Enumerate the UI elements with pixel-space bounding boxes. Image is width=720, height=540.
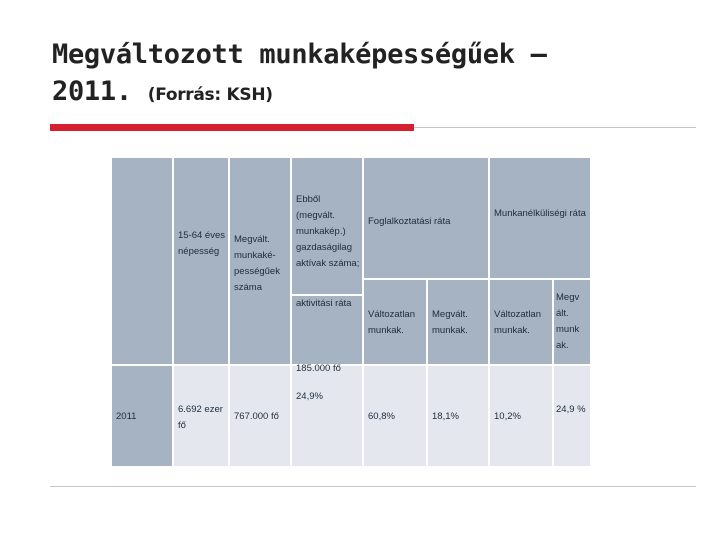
header-employment-rate-cell (364, 158, 488, 278)
title-source: (Forrás: KSH) (147, 85, 273, 105)
header-unemp-unchanged-cell (490, 280, 552, 364)
row-year-cell (112, 366, 172, 466)
row-active-cell (292, 366, 362, 466)
row-active-count: 185.000 fő (296, 363, 341, 374)
row-unemp-unchanged-cell (490, 366, 552, 466)
header-population-cell (174, 158, 228, 364)
header-emp-changed-cell (428, 280, 488, 364)
header-of-which-cell (292, 158, 362, 294)
title-line-2 (52, 73, 692, 114)
row-activity-rate: 24,9% (296, 391, 323, 402)
data-table (110, 156, 592, 468)
header-unemployment-rate-cell (490, 158, 590, 278)
row-emp-unchanged: 60,8% (368, 411, 395, 422)
header-year-cell (112, 158, 172, 364)
header-unemp-changed-cell (554, 280, 590, 364)
header-disabled-count-cell (230, 158, 290, 364)
row-emp-changed-cell (428, 366, 488, 466)
header-emp-changed: Megvált. munkak. (432, 309, 468, 336)
row-unemp-changed: 24,9 % (556, 404, 586, 415)
header-of-which: Ebből (megvált. munkakép.) gazdaságilag aktívak száma; (296, 194, 360, 269)
row-emp-changed: 18,1% (432, 411, 459, 422)
row-disabled-count: 767.000 fő (234, 411, 279, 422)
header-population: 15-64 éves népesség (178, 230, 226, 257)
row-emp-unchanged-cell (364, 366, 426, 466)
header-emp-unchanged: Változatlan munkak. (368, 309, 416, 336)
header-activity-rate: aktivitási ráta (296, 298, 352, 309)
header-unemp-unchanged: Változatlan munkak. (494, 309, 542, 336)
row-population: 6.692 ezer fő (178, 404, 223, 431)
row-population-cell (174, 366, 228, 466)
header-activity-rate-cell (292, 296, 362, 364)
title-year: 2011. (52, 76, 132, 107)
title-line-1: Megváltozott munkaképességűek – (52, 39, 547, 70)
header-unemployment-rate: Munkanélküliségi ráta (494, 208, 586, 219)
header-disabled-count: Megvált. munkaké-pességűek száma (234, 234, 280, 293)
slide-title (52, 36, 692, 114)
row-unemp-unchanged: 10,2% (494, 411, 521, 422)
header-emp-unchanged-cell (364, 280, 426, 364)
header-unemp-changed: Megv ált. munk ak. (556, 292, 580, 351)
row-year: 2011 (116, 411, 137, 422)
row-disabled-count-cell (230, 366, 290, 466)
bottom-divider (50, 486, 696, 487)
title-divider (414, 127, 696, 128)
row-unemp-changed-cell (554, 366, 590, 466)
accent-rule (50, 124, 414, 131)
header-employment-rate: Foglalkoztatási ráta (368, 216, 451, 227)
